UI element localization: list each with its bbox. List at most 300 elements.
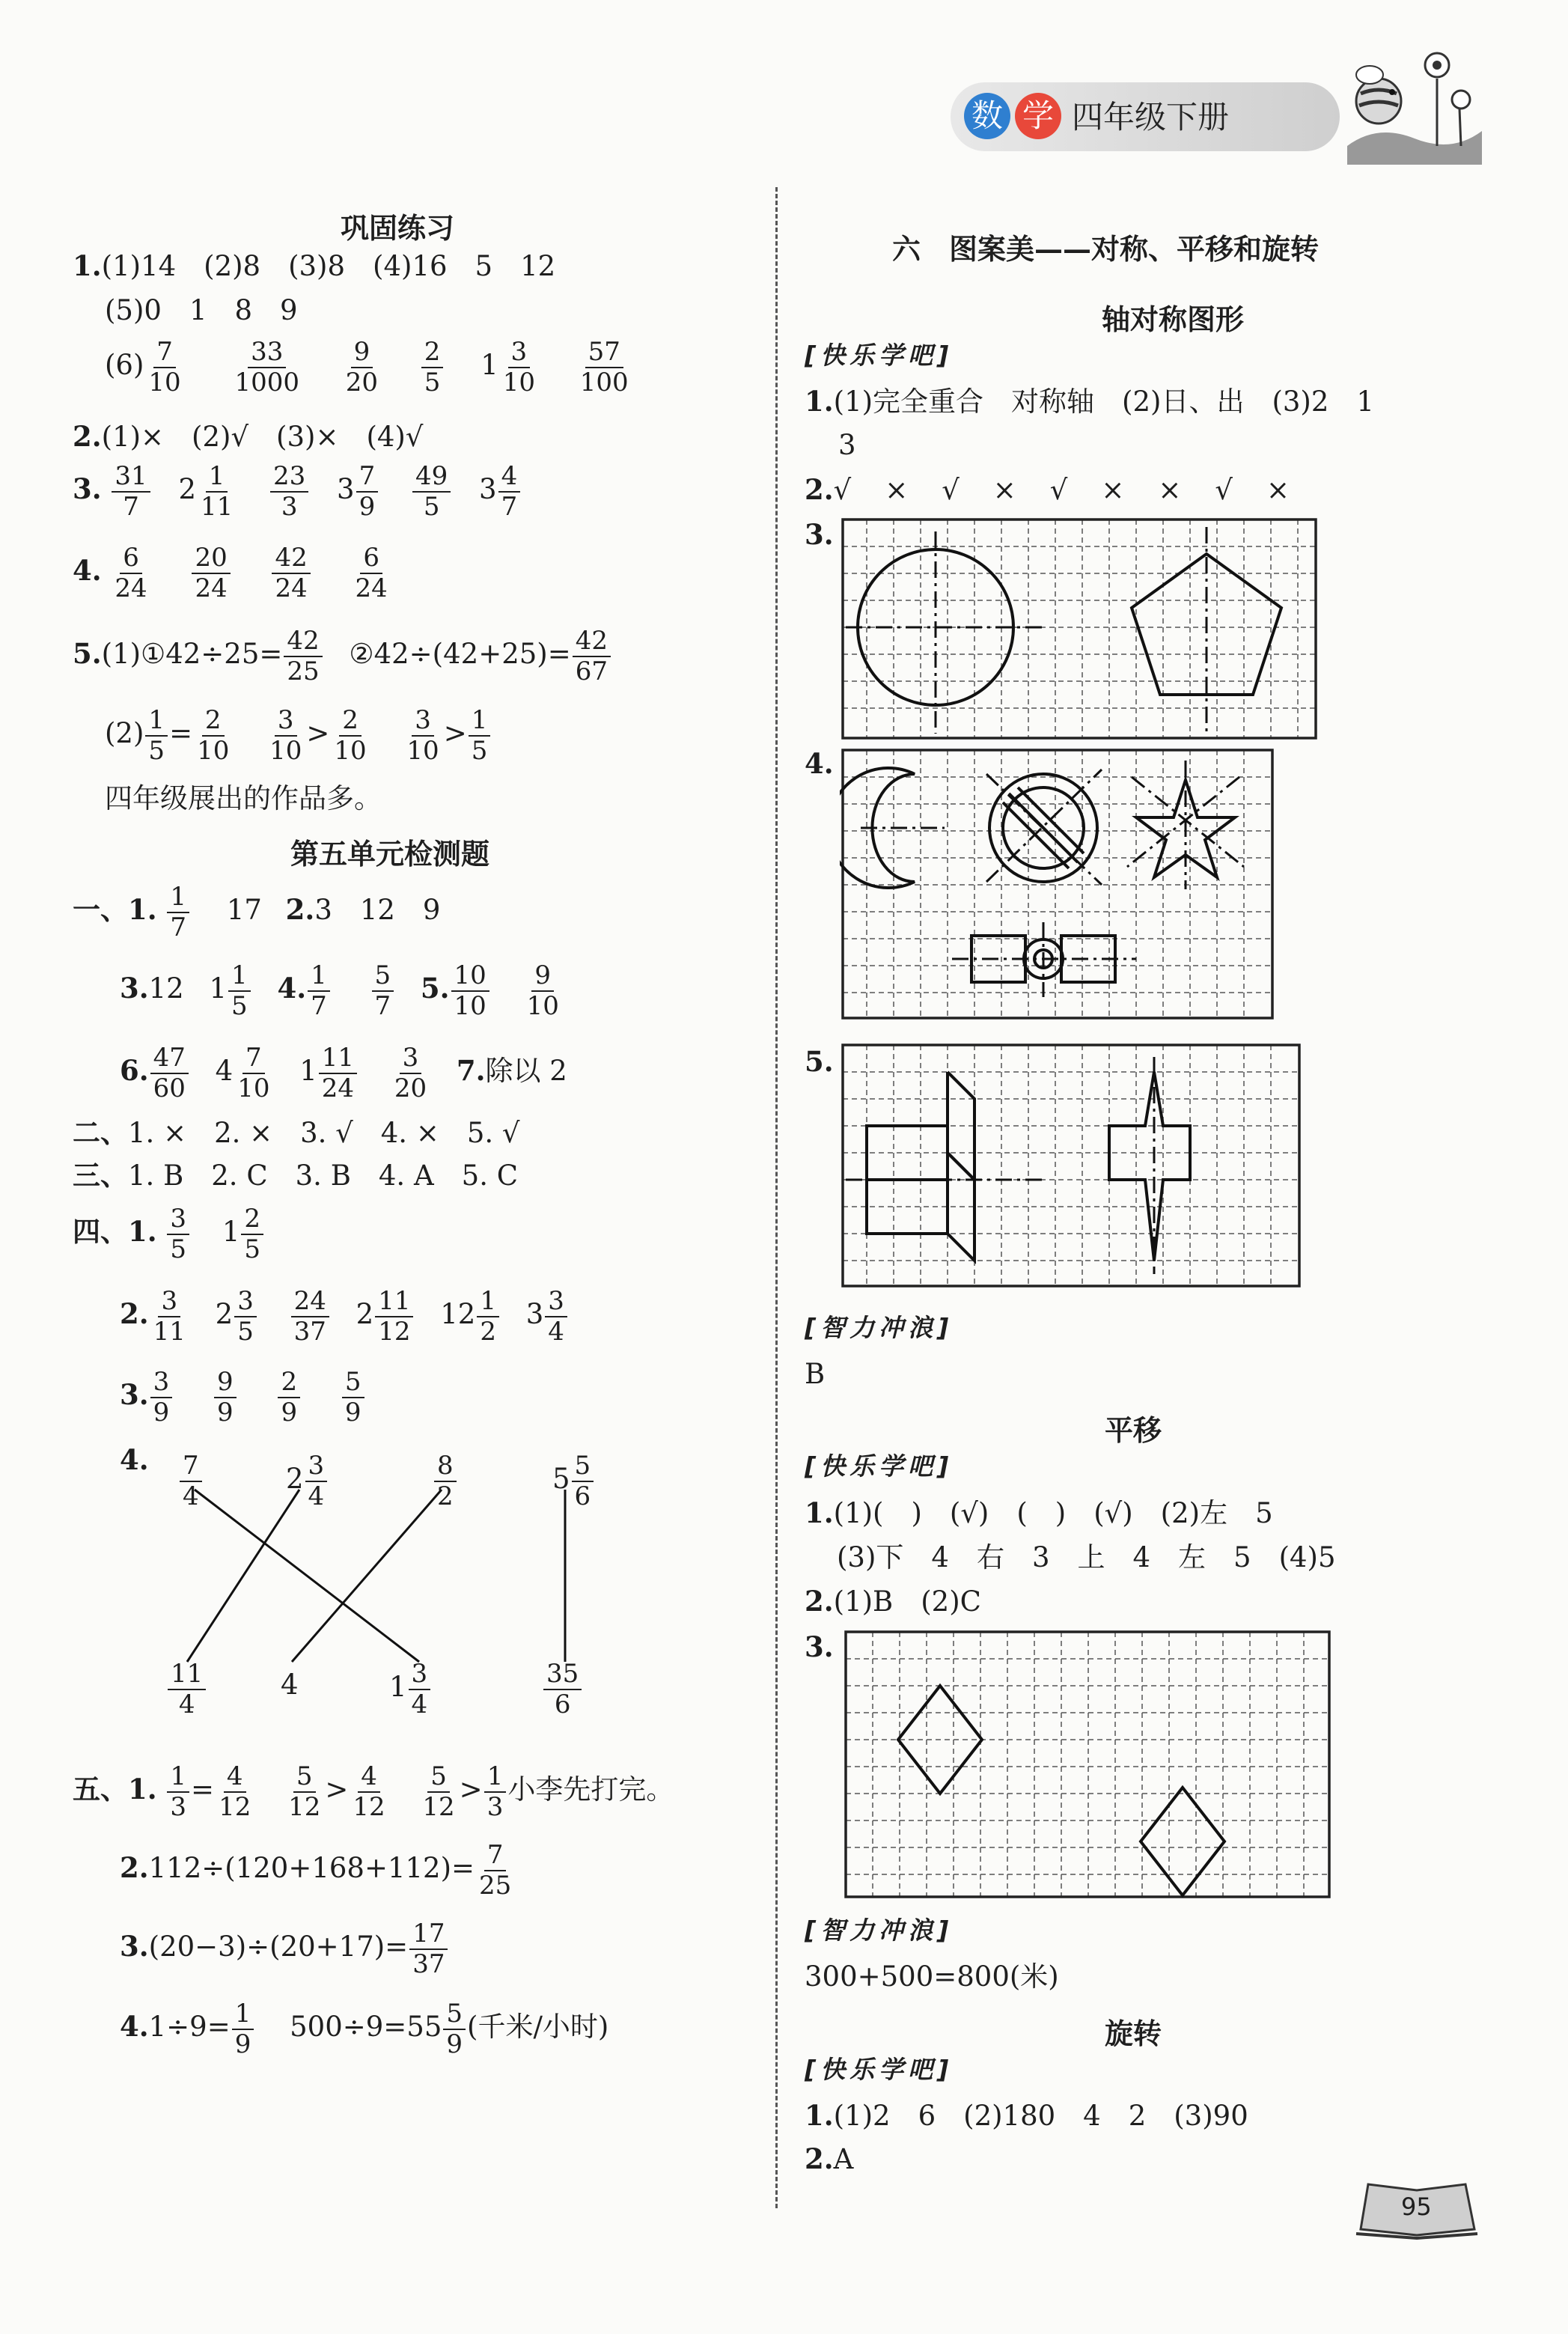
numerator: 49	[412, 463, 451, 493]
denominator: 10	[269, 735, 302, 766]
q1-row2: (5)0 1 8 9	[105, 294, 298, 326]
denominator: 2	[480, 1316, 496, 1347]
numerator: 3	[150, 1368, 173, 1398]
denominator: 24	[321, 1073, 355, 1103]
denominator: 12	[378, 1316, 411, 1347]
denominator: 4	[178, 1689, 195, 1719]
denominator: 3	[170, 1791, 187, 1822]
denominator: 9	[359, 491, 376, 522]
fraction	[443, 2000, 466, 2058]
u5-s5-row1	[73, 1763, 674, 1820]
numerator: 4	[224, 1763, 246, 1793]
mixed-whole: 1	[222, 1216, 240, 1249]
fraction	[372, 962, 394, 1020]
denominator: 7	[501, 491, 518, 522]
rotation-q2	[805, 2142, 854, 2175]
translation-q2	[805, 1585, 981, 1618]
mixed-whole: 1	[389, 1671, 407, 1704]
denominator: 10	[237, 1073, 270, 1103]
unit5-title: 第五单元检测题	[290, 837, 490, 871]
mixed-whole: 4	[215, 1055, 234, 1088]
fraction	[284, 627, 322, 685]
numerator: 42	[284, 627, 322, 657]
q2-num: 2.	[73, 420, 102, 453]
q4-row	[73, 544, 392, 602]
fraction	[434, 1452, 457, 1510]
q1-text: (1)完全重合 对称轴 (2)日、出 (3)2 1	[833, 386, 1374, 418]
numerator: 6	[360, 544, 382, 574]
fraction	[500, 338, 538, 396]
item-num: 6.	[120, 1054, 149, 1088]
rotation-q1	[805, 2099, 1248, 2132]
fraction	[180, 1452, 202, 1510]
denominator: 24	[355, 573, 388, 603]
mixed-whole: 1	[299, 1055, 317, 1088]
numerator: 4	[498, 463, 521, 493]
denominator: 11	[153, 1316, 186, 1347]
denominator: 5	[170, 1234, 187, 1264]
item-num: 5.	[420, 972, 450, 1005]
axis-wisdom-answer: B	[805, 1358, 826, 1390]
fraction	[572, 1452, 594, 1510]
section-label: 三、	[73, 1159, 128, 1192]
u5-s4-row3	[120, 1368, 366, 1426]
expression: (20−3)÷(20+17)=	[148, 1931, 409, 1963]
fraction	[331, 707, 369, 764]
fraction	[577, 338, 632, 396]
q1-text: (1)2 6 (2)180 4 2 (3)90	[833, 2100, 1248, 2132]
axis-q4-num: 4.	[805, 747, 834, 780]
q1-num: 1.	[73, 249, 102, 282]
numerator: 5	[443, 2000, 466, 2030]
fraction	[228, 962, 251, 1020]
axis-symmetry-title: 轴对称图形	[1102, 302, 1245, 336]
wisdom-surf-tag: [智力冲浪]	[805, 1313, 954, 1342]
translation-q3-num: 3.	[805, 1630, 834, 1663]
fraction	[545, 1288, 567, 1345]
q1-row1: (1)( ) (√) ( ) (√) (2)左 5	[833, 1497, 1273, 1529]
numerator: 3	[305, 1452, 328, 1482]
item-num: 3.	[120, 1930, 149, 1963]
numerator: 2	[241, 1205, 263, 1235]
numerator: 5	[427, 1763, 450, 1793]
expression: 112÷(120+168+112)=	[148, 1852, 475, 1885]
fraction	[241, 1205, 263, 1263]
fraction	[469, 707, 491, 764]
section-label: 五、	[73, 1773, 128, 1806]
numerator: 8	[434, 1452, 457, 1482]
section-label: 一、	[73, 893, 128, 927]
column-divider	[775, 187, 778, 2208]
q1-row3-prefix: (6)	[105, 349, 144, 382]
grid-figure-circle-pentagon	[840, 517, 1319, 741]
numerator: 7	[356, 463, 379, 493]
denominator: 37	[293, 1316, 326, 1347]
denominator: 5	[244, 1234, 260, 1264]
denominator: 24	[195, 573, 228, 603]
translation-q1-row2: (3)下 4 右 3 上 4 左 5 (4)5	[837, 1541, 1336, 1573]
fraction	[477, 1288, 499, 1345]
happy-learn-tag-3: [快乐学吧]	[805, 2055, 954, 2084]
fraction	[150, 1044, 189, 1102]
numerator: 7	[484, 1841, 507, 1871]
match-top-3	[433, 1452, 458, 1510]
fraction	[308, 962, 330, 1020]
fraction	[342, 1368, 364, 1426]
fraction	[168, 1660, 206, 1718]
u5-s1-row2	[120, 962, 564, 1020]
fraction	[266, 707, 305, 764]
numerator: 3	[158, 1288, 180, 1317]
q1-row3	[105, 338, 633, 396]
denominator: 24	[275, 573, 308, 603]
numerator: 3	[167, 1205, 189, 1235]
q2-num: 2.	[805, 2142, 834, 2175]
rotation-title: 旋转	[1105, 2017, 1162, 2050]
denominator: 7	[123, 491, 139, 522]
item-num: 2.	[285, 893, 315, 927]
denominator: 12	[353, 1791, 385, 1822]
fraction	[150, 1368, 173, 1426]
q2-num: 2.	[805, 473, 834, 506]
answer: 3 12 9	[314, 894, 441, 927]
numerator: 7	[242, 1044, 265, 1074]
numerator: 3	[412, 707, 434, 737]
denominator: 10	[148, 367, 181, 397]
denominator: 37	[412, 1948, 445, 1979]
numerator: 57	[585, 338, 623, 368]
u5-s3-row	[73, 1159, 519, 1192]
mixed-whole: 2	[356, 1298, 374, 1331]
fraction	[356, 463, 379, 520]
numerator: 5	[372, 962, 394, 992]
mixed-whole: 5	[552, 1463, 570, 1496]
fraction	[112, 463, 150, 520]
dashed-grid	[843, 1045, 1299, 1286]
q2-text: (1)× (2)√ (3)× (4)√	[101, 421, 424, 453]
denominator: 5	[423, 491, 440, 522]
denominator: 9	[153, 1397, 170, 1427]
q5-p1a: (1)①42÷25=	[101, 638, 283, 671]
q1-num: 1.	[805, 1496, 834, 1529]
denominator: 2	[437, 1481, 454, 1511]
denominator: 12	[422, 1791, 455, 1822]
mixed-whole: 3	[525, 1298, 544, 1331]
numerator: 17	[409, 1920, 448, 1950]
fraction	[167, 883, 189, 941]
fraction	[343, 338, 381, 396]
greater-sign: >	[306, 717, 330, 750]
denominator: 6	[554, 1689, 571, 1719]
numerator: 1	[308, 962, 330, 992]
item-num: 3.	[120, 1378, 149, 1412]
translation-title: 平移	[1105, 1413, 1162, 1447]
u5-s5-row4	[120, 2000, 608, 2058]
denominator: 5	[231, 990, 248, 1021]
denominator: 12	[288, 1791, 321, 1822]
item-num: 1.	[128, 1773, 157, 1806]
item-num: 2.	[120, 1297, 149, 1331]
numerator: 42	[573, 627, 611, 657]
fraction	[409, 1660, 431, 1718]
section-label: 四、	[73, 1215, 128, 1249]
numerator: 31	[112, 463, 150, 493]
q4-num: 4.	[73, 554, 102, 588]
consolidate-title: 巩固练习	[341, 211, 455, 245]
denominator: 12	[219, 1791, 251, 1822]
numerator: 2	[278, 1368, 300, 1398]
fraction	[573, 627, 611, 685]
section-label: 二、	[73, 1116, 128, 1149]
fraction	[216, 1763, 254, 1820]
item-num: 3.	[120, 972, 149, 1005]
happy-learn-tag: [快乐学吧]	[805, 341, 954, 370]
conclusion: 小李先打完。	[507, 1773, 674, 1806]
numerator: 1	[232, 2000, 254, 2030]
numerator: 4	[358, 1763, 380, 1793]
u5-s1-row1	[73, 883, 440, 941]
fraction	[272, 544, 310, 602]
happy-learn-tag-2: [快乐学吧]	[805, 1451, 954, 1481]
expression: 500÷9=55	[290, 2011, 442, 2044]
item-num: 7.	[456, 1054, 486, 1088]
item-num: 2.	[120, 1851, 149, 1885]
axis-q2	[805, 473, 1293, 506]
numerator: 24	[291, 1288, 329, 1317]
match-bottom-1	[166, 1660, 207, 1718]
numerator: 1	[145, 707, 168, 737]
equals-sign: =	[169, 717, 193, 750]
numerator: 10	[451, 962, 489, 992]
denominator: 10	[526, 990, 559, 1021]
q1-num: 1.	[805, 2099, 834, 2132]
q5-conclusion: 四年级展出的作品多。	[105, 782, 382, 814]
fraction	[234, 1044, 272, 1102]
subject-char-1: 数	[964, 93, 1010, 139]
q5-p1b: ②42÷(42+25)=	[349, 638, 571, 671]
page-number: 95	[1401, 2193, 1432, 2221]
fraction	[278, 1368, 300, 1426]
q2-text: (1)B (2)C	[833, 1585, 981, 1618]
mixed-whole: 2	[178, 473, 196, 506]
translation-wisdom-answer: 300+500=800(米)	[805, 1960, 1059, 1993]
q5-part2	[105, 707, 492, 764]
fraction	[524, 962, 562, 1020]
axis-q3-num: 3.	[805, 518, 834, 551]
match-bottom-4	[542, 1660, 583, 1718]
numerator: 9	[351, 338, 373, 368]
translation-q1-row1	[805, 1496, 1273, 1529]
numerator: 3	[545, 1288, 567, 1317]
header-grade: 四年级下册	[1072, 99, 1230, 135]
denominator: 1000	[234, 367, 299, 397]
numerator: 2	[339, 707, 362, 737]
numerator: 7	[180, 1452, 202, 1482]
expression: 1÷9=	[148, 2011, 231, 2044]
denominator: 20	[394, 1073, 427, 1103]
denominator: 5	[471, 735, 488, 766]
numerator: 3	[275, 707, 297, 737]
numerator: 23	[270, 463, 308, 493]
q3-row	[73, 463, 522, 520]
answer: 12	[148, 972, 184, 1005]
numerator: 1	[206, 463, 228, 493]
q2-text: √ × √ × √ × × √ ×	[833, 474, 1293, 506]
chapter-title: 六 图案美——对称、平移和旋转	[892, 232, 1320, 266]
match-bottom-2: 4	[281, 1669, 299, 1701]
fraction	[231, 338, 302, 396]
fraction	[319, 1044, 357, 1102]
q5-part1	[73, 627, 612, 685]
numerator: 1	[477, 1288, 499, 1317]
fraction	[150, 1288, 189, 1345]
fraction	[305, 1452, 328, 1510]
fraction	[353, 544, 391, 602]
fraction	[451, 962, 489, 1020]
numerator: 2	[202, 707, 225, 737]
q5-p2: (2)	[105, 717, 144, 750]
mixed-whole: 1	[209, 972, 228, 1005]
item-num: 4.	[277, 972, 307, 1005]
numerator: 5	[572, 1452, 594, 1482]
u5-s4-row2	[120, 1288, 569, 1345]
numerator: 11	[375, 1288, 413, 1317]
denominator: 3	[281, 491, 298, 522]
axis-q5-num: 5.	[805, 1045, 834, 1078]
numerator: 5	[342, 1368, 364, 1398]
denominator: 10	[197, 735, 230, 766]
greater-sign: >	[443, 717, 467, 750]
fraction	[391, 1044, 430, 1102]
subject-badge	[964, 93, 1061, 139]
denominator: 7	[170, 912, 187, 942]
numerator: 3	[409, 1660, 431, 1690]
denominator: 20	[345, 367, 379, 397]
grid-figure-diamonds	[843, 1629, 1332, 1900]
numerator: 1	[228, 962, 251, 992]
mixed-whole: 1	[481, 349, 498, 382]
u5-s5-row3	[120, 1920, 449, 1978]
fraction	[167, 1205, 189, 1263]
q2-row	[73, 420, 424, 453]
grid-figure-moon-circle-star	[840, 747, 1275, 1021]
numerator: 11	[168, 1660, 206, 1690]
denominator: 7	[374, 990, 391, 1021]
answer: 除以 2	[485, 1055, 567, 1088]
wisdom-surf-tag-2: [智力冲浪]	[805, 1916, 954, 1945]
fraction	[192, 544, 230, 602]
fraction	[112, 544, 150, 602]
q2-text: A	[833, 2143, 854, 2175]
numerator: 42	[272, 544, 310, 574]
q3-num: 3.	[73, 472, 102, 506]
fraction	[234, 1288, 257, 1345]
fraction	[484, 1763, 507, 1820]
unit: (千米/小时)	[467, 2011, 609, 2044]
greater-sign: >	[325, 1773, 349, 1806]
spire-shape	[1109, 1072, 1190, 1261]
mixed-whole: 2	[286, 1463, 304, 1496]
denominator: 100	[579, 367, 629, 397]
denominator: 25	[479, 1870, 512, 1901]
fraction	[167, 1763, 189, 1820]
numerator: 11	[319, 1044, 357, 1074]
numerator: 47	[150, 1044, 189, 1074]
numerator: 1	[167, 1763, 189, 1793]
numerator: 3	[234, 1288, 257, 1317]
denominator: 7	[311, 990, 327, 1021]
mixed-whole: 2	[215, 1298, 234, 1331]
fraction	[285, 1763, 323, 1820]
mixed-whole: 3	[479, 473, 497, 506]
axis-q1-cont: 3	[838, 429, 856, 461]
fraction	[476, 1841, 514, 1899]
numerator: 9	[531, 962, 554, 992]
fraction	[270, 463, 308, 520]
item-num: 1.	[128, 1215, 157, 1249]
q2-num: 2.	[805, 1585, 834, 1618]
fraction	[194, 707, 232, 764]
fraction	[198, 463, 236, 520]
numerator: 7	[153, 338, 176, 368]
fraction	[145, 338, 183, 396]
item-num: 1.	[128, 893, 157, 927]
denominator: 5	[237, 1316, 254, 1347]
fraction	[350, 1763, 388, 1820]
fraction	[232, 2000, 254, 2058]
q5-num: 5.	[73, 637, 102, 671]
denominator: 60	[153, 1073, 186, 1103]
denominator: 4	[548, 1316, 564, 1347]
numerator: 35	[543, 1660, 582, 1690]
match-top-1	[178, 1452, 204, 1510]
match-bottom-3	[389, 1660, 432, 1718]
fraction	[375, 1288, 413, 1345]
mixed-whole: 3	[337, 473, 355, 506]
numerator: 3	[508, 338, 531, 368]
denominator: 24	[115, 573, 147, 603]
denominator: 4	[411, 1689, 428, 1719]
u5-s4-item4-num: 4.	[120, 1443, 149, 1476]
u5-s5-row2	[120, 1841, 516, 1899]
numerator: 6	[120, 544, 142, 574]
match-top-2	[286, 1452, 329, 1510]
numerator: 9	[214, 1368, 237, 1398]
denominator: 11	[200, 491, 234, 522]
denominator: 10	[334, 735, 367, 766]
denominator: 9	[234, 2029, 251, 2059]
greater-sign: >	[459, 1773, 483, 1806]
mixed-whole: 12	[440, 1298, 476, 1331]
match-top-4	[552, 1452, 595, 1510]
fraction	[403, 707, 442, 764]
fraction	[419, 1763, 457, 1820]
denominator: 67	[575, 656, 608, 686]
numerator: 3	[400, 1044, 422, 1074]
numerator: 5	[293, 1763, 316, 1793]
fraction	[291, 1288, 329, 1345]
numerator: 1	[167, 883, 189, 913]
item-num: 4.	[120, 2010, 149, 2044]
q1-row1	[73, 249, 556, 282]
denominator: 4	[308, 1481, 325, 1511]
answers: 1. B 2. C 3. B 4. A 5. C	[128, 1160, 519, 1192]
q1-num: 1.	[805, 385, 834, 418]
denominator: 10	[406, 735, 439, 766]
axis-q1	[805, 385, 1374, 418]
denominator: 9	[217, 1397, 234, 1427]
fraction	[145, 707, 168, 764]
